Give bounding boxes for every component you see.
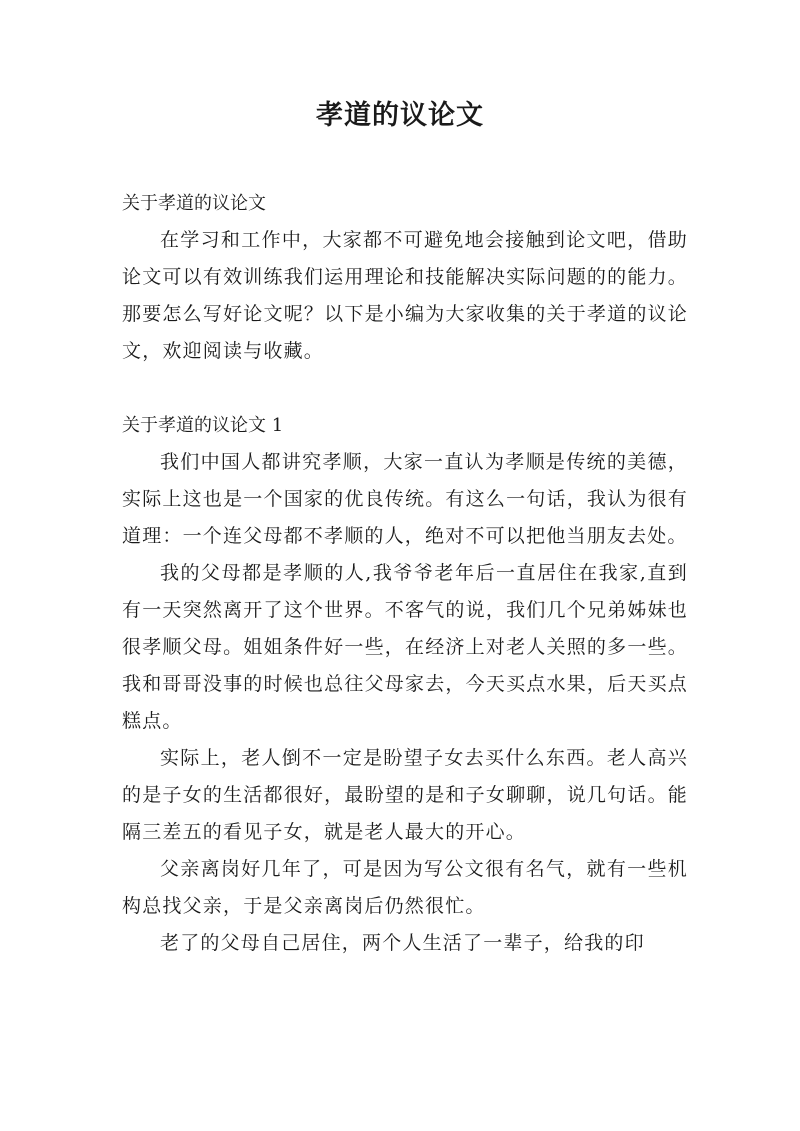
essay-section-1 bbox=[122, 408, 688, 962]
section-1-paragraph-3: 实际上，老人倒不一定是盼望子女去买什么东西。老人高兴的是子女的生活都很好，最盼望的是和子女聊聊，说几句话。能隔三差五的看见子女，就是老人最大的开心。 bbox=[122, 747, 688, 843]
section-1-paragraph-2: 我的父母都是孝顺的人,我爷爷老年后一直居住在我家,直到有一天突然离开了这个世界。不客气的说，我们几个兄弟姊妹也很孝顺父母。姐姐条件好一些，在经济上对老人关照的多一些。我和哥哥没事的时候也总往父母家去，今天买点水果，后天买点糕点。 bbox=[122, 562, 688, 732]
document-body bbox=[122, 186, 688, 962]
intro-paragraph: 在学习和工作中，大家都不可避免地会接触到论文吧，借助论文可以有效训练我们运用理论和技能解决实际问题的的能力。那要怎么写好论文呢？以下是小编为大家收集的关于孝道的议论文，欢迎阅读与收藏。 bbox=[122, 229, 688, 362]
section-1-heading: 关于孝道的议论文 1 bbox=[122, 415, 284, 436]
section-spacer bbox=[122, 370, 688, 408]
section-1-paragraph-5: 老了的父母自己居住，两个人生活了一辈子，给我的印 bbox=[160, 932, 645, 954]
document-title: 孝道的议论文 bbox=[316, 100, 484, 131]
section-1-paragraph-1: 我们中国人都讲究孝顺，大家一直认为孝顺是传统的美德，实际上这也是一个国家的优良传统。有这么一句话，我认为很有道理：一个连父母都不孝顺的人，绝对不可以把他当朋友去处。 bbox=[122, 451, 688, 547]
intro-section bbox=[122, 186, 688, 370]
intro-heading: 关于孝道的议论文 bbox=[122, 193, 266, 214]
section-1-paragraph-4: 父亲离岗好几年了，可是因为写公文很有名气，就有一些机构总找父亲，于是父亲离岗后仍然很忙。 bbox=[122, 858, 688, 917]
